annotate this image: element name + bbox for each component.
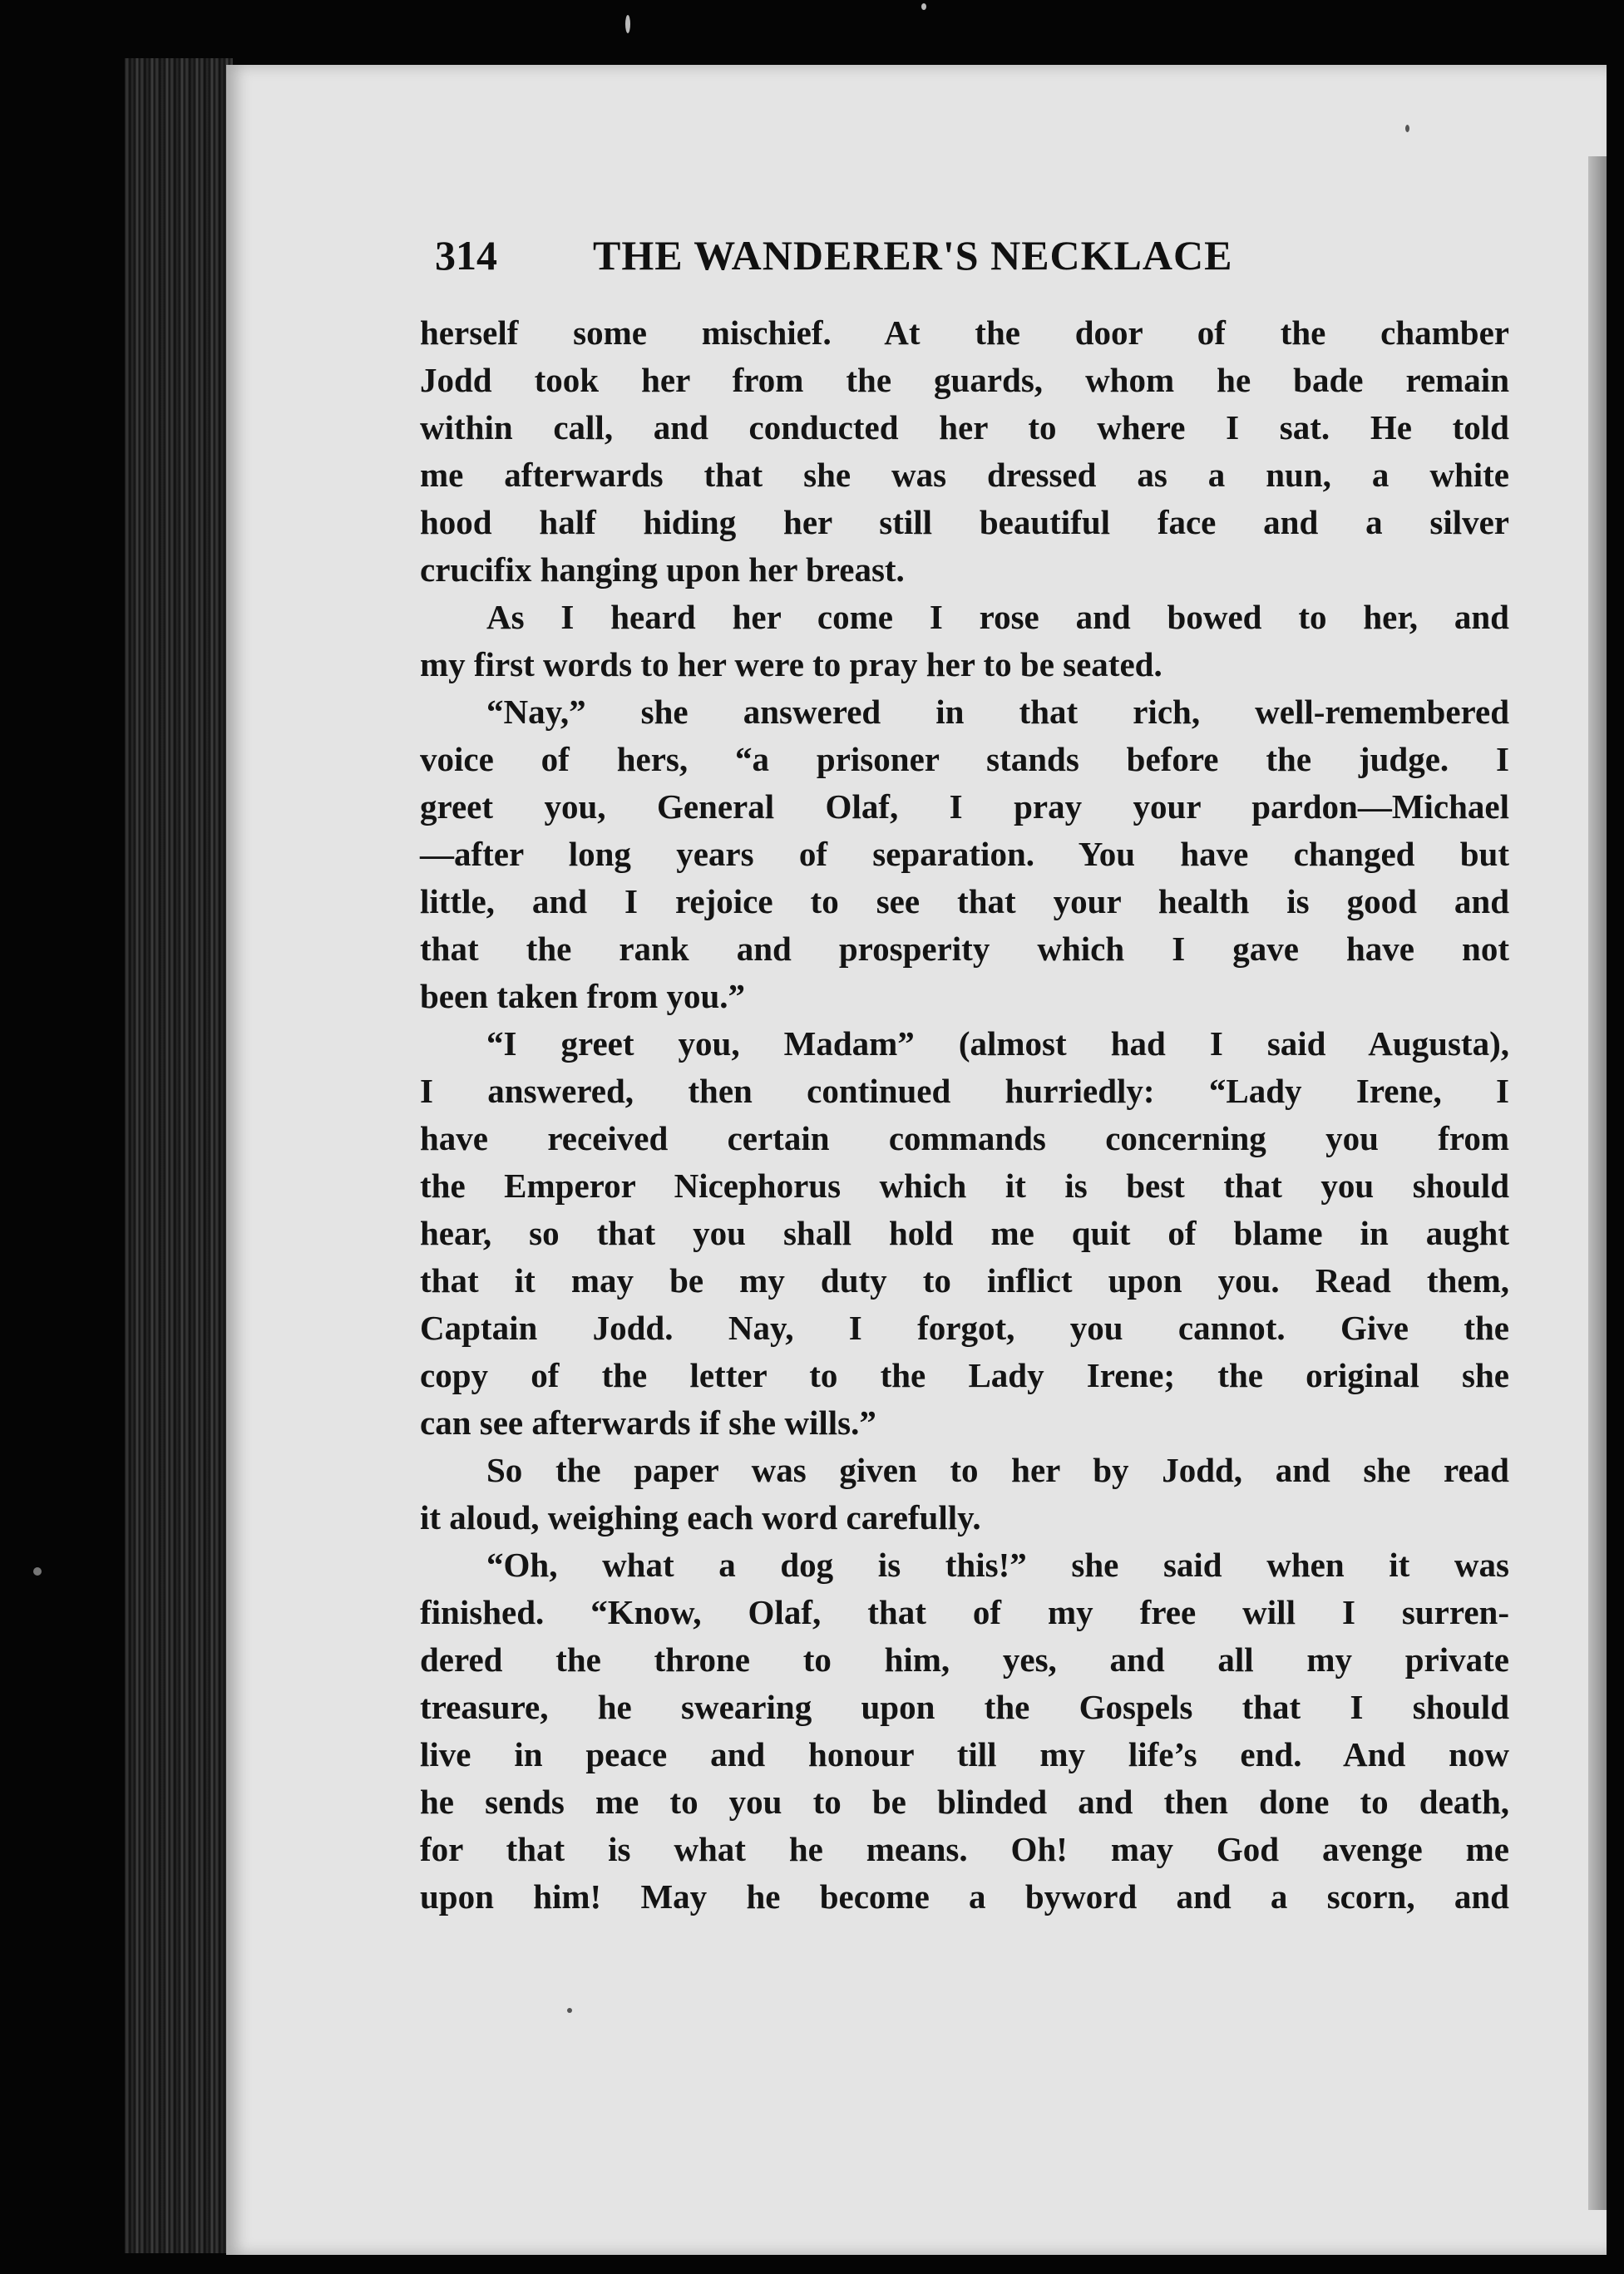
text-line: So the paper was given to her by Jodd, and she read — [486, 1451, 1509, 1489]
text-line: “I greet you, Madam” (almost had I said Augusta), — [486, 1024, 1509, 1063]
text-line: the Emperor Nicephorus which it is best that you should — [420, 1167, 1509, 1205]
text-line: for that is what he means. Oh! may God avenge me — [420, 1830, 1509, 1868]
page-number: 314 — [435, 232, 497, 279]
text-line: live in peace and honour till my life’s end. And now — [420, 1735, 1509, 1773]
text-line: me afterwards that she was dressed as a nun, a white — [420, 456, 1509, 494]
text-line: it aloud, weighing each word carefully. — [420, 1498, 981, 1537]
page-right-edge — [1588, 156, 1607, 2210]
text-line: copy of the letter to the Lady Irene; the original she — [420, 1356, 1509, 1394]
text-line: hear, so that you shall hold me quit of blame in aught — [420, 1214, 1509, 1252]
text-line: herself some mischief. At the door of the chamber — [420, 313, 1509, 352]
text-line: I answered, then continued hurriedly: “Lady Irene, I — [420, 1072, 1509, 1110]
page-header — [435, 226, 1366, 284]
text-line: “Nay,” she answered in that rich, well-remembered — [486, 693, 1509, 731]
dust-speck — [625, 15, 630, 33]
text-line: voice of hers, “a prisoner stands before the judge. I — [420, 740, 1509, 778]
text-line: —after long years of separation. You have changed but — [420, 835, 1509, 873]
text-line: Captain Jodd. Nay, I forgot, you cannot. Give the — [420, 1309, 1509, 1347]
text-line: he sends me to you to be blinded and then done to death, — [420, 1783, 1509, 1821]
text-line: greet you, General Olaf, I pray your pardon—Michael — [420, 787, 1509, 826]
body-text — [420, 309, 1509, 1921]
text-line: “Oh, what a dog is this!” she said when it was — [486, 1546, 1509, 1584]
text-line: upon him! May he become a byword and a scorn, and — [420, 1877, 1509, 1916]
dust-speck — [33, 1567, 42, 1576]
text-line: Jodd took her from the guards, whom he bade remain — [420, 361, 1509, 399]
text-line: dered the throne to him, yes, and all my private — [420, 1640, 1509, 1679]
text-line: that the rank and prosperity which I gave have not — [420, 930, 1509, 968]
dust-speck — [1405, 125, 1409, 132]
dust-speck — [921, 3, 926, 10]
text-line: As I heard her come I rose and bowed to her, and — [486, 598, 1509, 636]
text-line: can see afterwards if she wills.” — [420, 1403, 876, 1442]
text-line: been taken from you.” — [420, 977, 746, 1015]
text-line: treasure, he swearing upon the Gospels that I should — [420, 1688, 1509, 1726]
text-line: finished. “Know, Olaf, that of my free will I surren- — [420, 1593, 1509, 1631]
text-line: hood half hiding her still beautiful face and a silver — [420, 503, 1509, 541]
text-line: within call, and conducted her to where I sat. He told — [420, 408, 1509, 446]
text-line: that it may be my duty to inflict upon you. Read them, — [420, 1261, 1509, 1300]
text-line: have received certain commands concerning you from — [420, 1119, 1509, 1157]
running-head: THE WANDERER'S NECKLACE — [593, 232, 1233, 279]
dust-speck — [567, 2008, 572, 2013]
text-line: little, and I rejoice to see that your health is good and — [420, 882, 1509, 920]
text-line: my first words to her were to pray her to be seated. — [420, 645, 1162, 683]
book-page-edges — [125, 58, 233, 2253]
text-line: crucifix hanging upon her breast. — [420, 550, 905, 589]
